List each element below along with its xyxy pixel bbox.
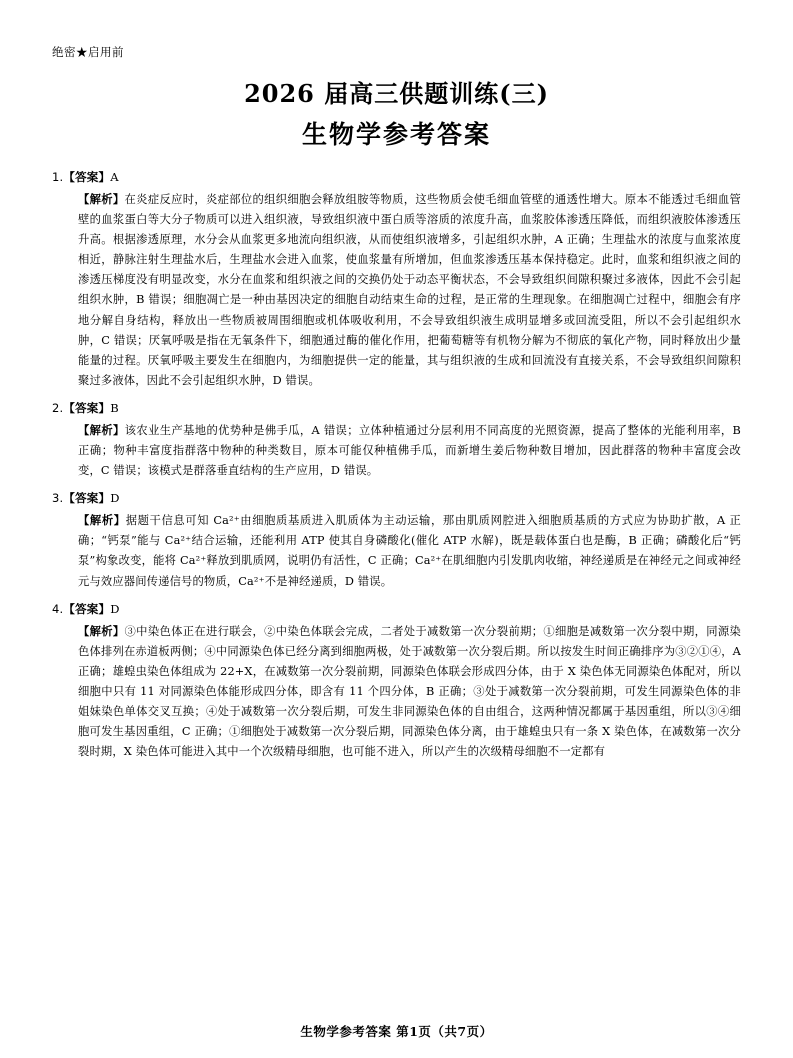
analysis-text-2 — [52, 420, 741, 481]
question-block-4 — [52, 601, 741, 763]
question-block-2 — [52, 400, 741, 481]
question-block-3 — [52, 490, 741, 591]
question-number-2: 2. — [52, 400, 64, 415]
question-number-1: 1. — [52, 170, 64, 184]
page-title: 2026 届高三供题训练(三) — [244, 79, 549, 108]
analysis-text-3 — [52, 510, 741, 591]
answer-tag-2: 【答案】 — [63, 400, 111, 415]
analysis-text-1 — [52, 189, 741, 391]
answer-line-3 — [52, 490, 741, 506]
answer-line-1 — [52, 169, 741, 185]
question-number-3: 3. — [52, 491, 64, 506]
answer-value-1: A — [110, 170, 119, 184]
answer-line-4 — [52, 601, 741, 617]
analysis-body-2: 该农业生产基地的优势种是佛手瓜，A 错误；立体种植通过分层利用不同高度的光照资源，提高了整体的光能利用率，B 正确；物种丰富度指群落中物种的种类数目，原本可能仅种植佛手瓜，而新增生姜后物种数目增加，因此群落的物种丰富度会改变，C 错误；该模式是群落垂直结构的生产应用，D 错误。 — [78, 423, 741, 478]
analysis-body-3: 据题干信息可知 Ca²⁺由细胞质基质进入肌质体为主动运输，那由肌质网腔进入细胞质基质的方式应为协助扩散，A 正确；“钙泵”能与 Ca²⁺结合运输，还能利用 ATP 使其自身磷酸化(催化 ATP 水解)，既是载体蛋白也是酶，B 正确；磷酸化后“钙泵”构象改变，能将 Ca²⁺释放到肌质网，说明仍有活性，C 正确；Ca²⁺在肌细胞内引发肌肉收缩，神经递质是在神经元之间或神经元与效应器间传递信号的物质，Ca²⁺不是神经递质，D 错误。 — [78, 514, 741, 588]
analysis-tag-1: 【解析】 — [78, 192, 125, 206]
answer-tag-4: 【答案】 — [63, 601, 111, 616]
analysis-body-1: 在炎症反应时，炎症部位的组织细胞会释放组胺等物质，这些物质会使毛细血管壁的通透性增大。原本不能透过毛细血管壁的血浆蛋白等大分子物质可以进入组织液，导致组织液中蛋白质等溶质的浓度升高，血浆胶体渗透压降低，而组织液胶体渗透压升高。根据渗透原理，水分会从血浆更多地流向组织液，从而使组织液增多，引起组织水肿，A 正确；生理盐水的浓度与血浆浓度相近，静脉注射生理盐水后，生理盐水会进入血浆，使血浆量有所增加，但血浆渗透压基本保持稳定。此时，血浆和组织液之间的渗透压梯度没有明显改变，水分在血浆和组织液之间的交换仍处于动态平衡状态，不会导致组织间隙积聚过多液体，因此不会引起组织水肿，B 错误；细胞凋亡是一种由基因决定的细胞自动结束生命的过程，是正常的生理现象。在细胞凋亡过程中，细胞会有序地分解自身结构，释放出一些物质被周围细胞或机体吸收利用，不会导致组织液生成明显增多或回流受阻，所以不会引起组织水肿，C 错误；厌氧呼吸是指在无氧条件下，细胞通过酶的催化作用，把葡萄糖等有机物分解为不彻底的氧化产物，同时释放出少量能量的过程。厌氧呼吸主要发生在细胞内，为细胞提供一定的能量，其与组织液的生成和回流没有直接关系，不会导致组织间隙积聚过多液体，因此不会引起组织水肿，D 错误。 — [78, 193, 741, 387]
answer-value-3: D — [110, 491, 120, 506]
analysis-body-4: ③中染色体正在进行联会，②中染色体联会完成，二者处于减数第一次分裂前期；①细胞是减数第一次分裂中期，同源染色体排列在赤道板两侧；④中同源染色体已经分离到细胞两极，处于减数第一次分裂后期。所以按发生时间正确排序为③②①④，A 正确；雄蝗虫染色体组成为 22+X，在减数第一次分裂前期，同源染色体联会形成四分体，由于 X 染色体无同源染色体配对，所以细胞中只有 11 对同源染色体能形成四分体，即含有 11 个四分体，B 正确；③处于减数第一次分裂前期，可发生同源染色体的非姐妹染色单体交叉互换；④处于减数第一次分裂后期，可发生非同源染色体的自由组合，这两种情况都属于基因重组，所以③④细胞可发生基因重组，C 正确；①细胞处于减数第一次分裂后期，同源染色体分离，由于雄蝗虫只有一条 X 染色体，在减数第一次分裂时期，X 染色体可能进入其中一个次级精母细胞，也可能不进入，所以产生的次级精母细胞不一定都有 — [78, 624, 741, 759]
analysis-tag-4: 【解析】 — [78, 623, 125, 638]
page-subtitle: 生物学参考答案 — [301, 120, 491, 149]
answer-line-2 — [52, 400, 741, 416]
analysis-text-4 — [52, 621, 741, 763]
page-footer: 生物学参考答案 第1页（共7页） — [300, 1024, 493, 1039]
secret-label: 绝密★启用前 — [52, 45, 124, 59]
question-number-4: 4. — [52, 601, 64, 616]
answer-value-4: D — [110, 601, 120, 616]
analysis-tag-3: 【解析】 — [78, 513, 126, 528]
analysis-tag-2: 【解析】 — [78, 422, 125, 437]
answer-value-2: B — [110, 400, 119, 415]
answer-tag-1: 【答案】 — [63, 170, 111, 184]
question-block-1 — [52, 169, 741, 391]
answer-tag-3: 【答案】 — [63, 491, 111, 506]
